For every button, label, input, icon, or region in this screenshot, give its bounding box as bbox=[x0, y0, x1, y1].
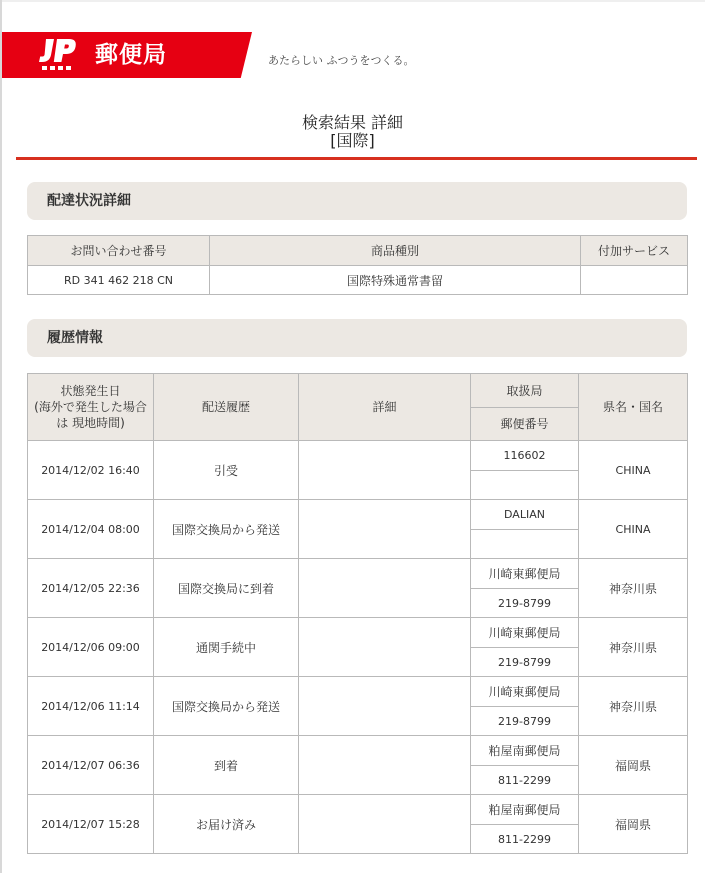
history-status: お届け済み bbox=[154, 795, 299, 854]
jp-post-logo[interactable] bbox=[36, 35, 86, 73]
history-postal-code: 811-2299 bbox=[471, 825, 579, 854]
delivery-status-table bbox=[27, 235, 688, 295]
history-postal-code: 219-8799 bbox=[471, 707, 579, 736]
history-region: CHINA bbox=[579, 500, 688, 559]
col-extra-service: 付加サービス bbox=[581, 236, 688, 266]
history-postal-code: 811-2299 bbox=[471, 766, 579, 795]
table-row bbox=[28, 559, 688, 589]
history-region: 福岡県 bbox=[579, 736, 688, 795]
history-heading: 履歴情報 bbox=[27, 319, 687, 357]
page-title-line1: 検索結果 詳細 bbox=[301, 113, 404, 132]
history-detail bbox=[299, 500, 471, 559]
history-status: 通関手続中 bbox=[154, 618, 299, 677]
product-type: 国際特殊通常書留 bbox=[210, 266, 581, 295]
table-row bbox=[28, 266, 688, 295]
history-detail bbox=[299, 677, 471, 736]
history-detail bbox=[299, 736, 471, 795]
history-region: 神奈川県 bbox=[579, 559, 688, 618]
table-row bbox=[28, 500, 688, 530]
table-row bbox=[28, 795, 688, 825]
col-region: 県名・国名 bbox=[579, 374, 688, 441]
window-top-edge bbox=[0, 0, 705, 2]
history-office: 川崎東郵便局 bbox=[471, 618, 579, 648]
history-date: 2014/12/07 15:28 bbox=[28, 795, 154, 854]
history-region: CHINA bbox=[579, 441, 688, 500]
history-status: 国際交換局に到着 bbox=[154, 559, 299, 618]
page-title bbox=[0, 114, 705, 150]
history-date: 2014/12/05 22:36 bbox=[28, 559, 154, 618]
history-date: 2014/12/07 06:36 bbox=[28, 736, 154, 795]
col-status: 配送履歴 bbox=[154, 374, 299, 441]
history-date: 2014/12/02 16:40 bbox=[28, 441, 154, 500]
col-postal-code: 郵便番号 bbox=[471, 408, 579, 441]
history-detail bbox=[299, 441, 471, 500]
history-table bbox=[27, 373, 688, 854]
col-tracking-number: お問い合わせ番号 bbox=[28, 236, 210, 266]
col-date: 状態発生日 (海外で発生した場合は 現地時間) bbox=[28, 374, 154, 441]
tracking-number: RD 341 462 218 CN bbox=[28, 266, 210, 295]
table-row bbox=[28, 677, 688, 707]
tagline: あたらしい ふつうをつくる。 bbox=[268, 54, 415, 67]
history-status: 国際交換局から発送 bbox=[154, 500, 299, 559]
history-postal-code bbox=[471, 530, 579, 559]
history-office: DALIAN bbox=[471, 500, 579, 530]
history-region: 福岡県 bbox=[579, 795, 688, 854]
table-row bbox=[28, 736, 688, 766]
history-date: 2014/12/04 08:00 bbox=[28, 500, 154, 559]
page-title-line2: [国際] bbox=[330, 131, 375, 150]
history-status: 国際交換局から発送 bbox=[154, 677, 299, 736]
history-detail bbox=[299, 795, 471, 854]
history-office: 116602 bbox=[471, 441, 579, 471]
history-detail bbox=[299, 559, 471, 618]
history-office: 粕屋南郵便局 bbox=[471, 736, 579, 766]
history-office: 川崎東郵便局 bbox=[471, 559, 579, 589]
history-postal-code: 219-8799 bbox=[471, 589, 579, 618]
brand-name[interactable]: 郵便局 bbox=[95, 42, 167, 68]
history-postal-code bbox=[471, 471, 579, 500]
site-header bbox=[2, 32, 705, 78]
history-region: 神奈川県 bbox=[579, 618, 688, 677]
history-office: 粕屋南郵便局 bbox=[471, 795, 579, 825]
history-status: 到着 bbox=[154, 736, 299, 795]
table-row bbox=[28, 618, 688, 648]
table-row bbox=[28, 441, 688, 471]
history-date: 2014/12/06 09:00 bbox=[28, 618, 154, 677]
col-product-type: 商品種別 bbox=[210, 236, 581, 266]
history-date: 2014/12/06 11:14 bbox=[28, 677, 154, 736]
delivery-status-heading: 配達状況詳細 bbox=[27, 182, 687, 220]
history-office: 川崎東郵便局 bbox=[471, 677, 579, 707]
history-postal-code: 219-8799 bbox=[471, 648, 579, 677]
history-detail bbox=[299, 618, 471, 677]
title-divider bbox=[16, 157, 697, 160]
history-status: 引受 bbox=[154, 441, 299, 500]
col-detail: 詳細 bbox=[299, 374, 471, 441]
history-region: 神奈川県 bbox=[579, 677, 688, 736]
col-office: 取扱局 bbox=[471, 374, 579, 408]
history-rows bbox=[28, 441, 688, 854]
extra-service bbox=[581, 266, 688, 295]
